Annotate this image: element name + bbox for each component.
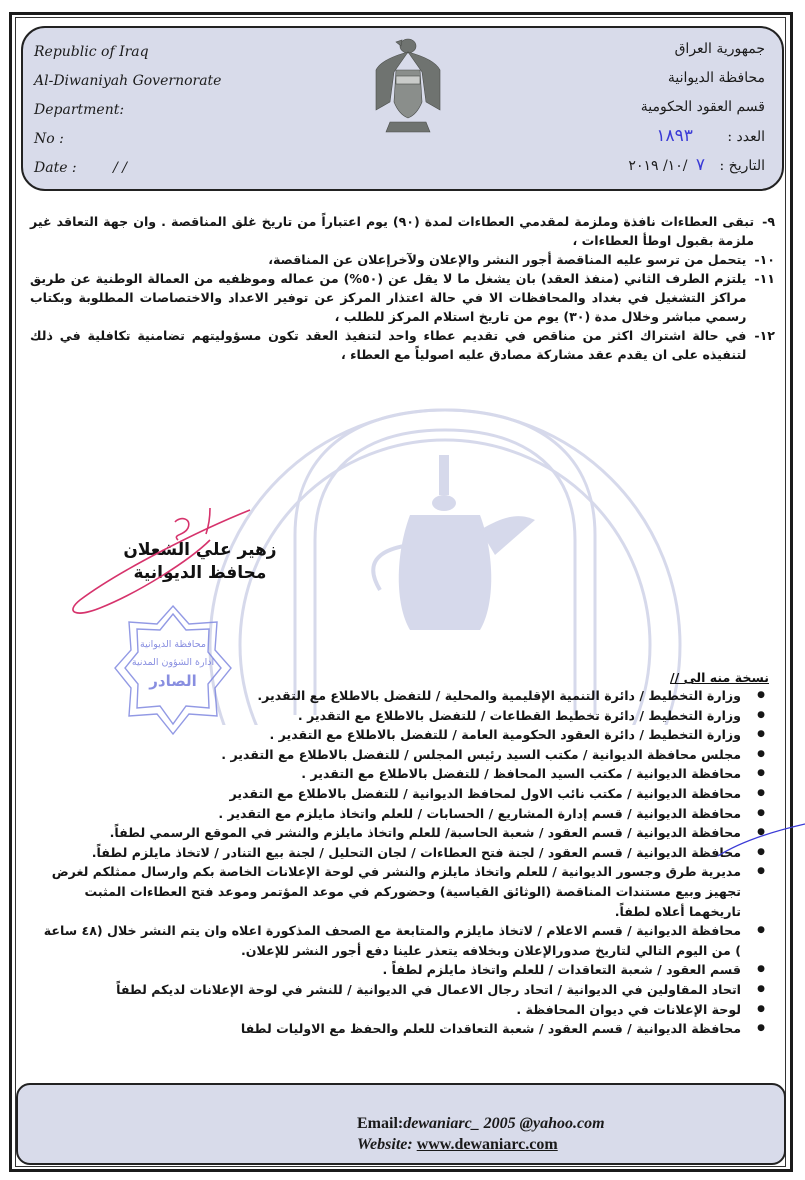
email-address[interactable]: dewaniarc_ 2005 @yahoo.com bbox=[403, 1115, 605, 1132]
cc-item: ● مديرية طرق وجسور الديوانية / للعلم واتخاذ مايلزم والنشر في لوحة الإعلانات الخاصة بكم وارسال ممثلكم لغرض تجهيز وبيع مستندات المناقصة (الوثائق القياسية) وحضوركم في موعد المؤتمر وموعد فتح العطاءات المثبت تاريخهما أعلاه لطفاً. bbox=[35, 862, 765, 921]
website-row bbox=[357, 1134, 605, 1155]
date-row-ar bbox=[505, 154, 765, 183]
footer-contact bbox=[357, 1113, 605, 1155]
cc-item: ● اتحاد المقاولين في الديوانية / اتحاد رجال الاعمال في الديوانية / للنشر في لوحة الإعلانات لديكم لطفاً bbox=[35, 980, 765, 1000]
cc-list bbox=[35, 686, 765, 1039]
clause bbox=[30, 212, 775, 250]
date-row-en bbox=[34, 158, 294, 187]
date-placeholder-en: / / bbox=[113, 160, 127, 176]
number-row-ar bbox=[505, 125, 765, 154]
clause-number: ١٢- bbox=[754, 328, 775, 343]
department-label-en: Department: bbox=[34, 102, 125, 118]
website-link[interactable]: www.dewaniarc.com bbox=[416, 1136, 558, 1153]
signatory-title: محافظ الديوانية bbox=[133, 563, 267, 583]
clause bbox=[30, 250, 775, 269]
date-month-year: /١٠/ ٢٠١٩ bbox=[628, 158, 688, 174]
cc-item: ● محافظة الديوانية / قسم إدارة المشاريع / الحسابات / للعلم واتخاذ مايلزم مع التقدير . bbox=[35, 804, 765, 824]
clause-text: في حالة اشتراك اكثر من مناقص في تقديم عطاء واحد لتنفيذ العقد تكون مسؤوليتهم تضامنية تكافلية في ذلك لتنفيذه على ان يقدم عقد مشاركة مصادق عليه اصولياً مع العطاء ، bbox=[30, 328, 747, 362]
cc-title: نسخة منه الى // bbox=[670, 670, 769, 685]
country-en: Republic of Iraq bbox=[34, 44, 149, 60]
website-label: Website: bbox=[357, 1136, 413, 1153]
iraq-eagle-emblem-icon bbox=[368, 32, 448, 142]
clause-text: يتحمل من ترسو عليه المناقصة أجور النشر والإعلان ولآخرإعلان عن المناقصة، bbox=[268, 252, 747, 267]
governorate-en: Al-Diwaniyah Governorate bbox=[34, 73, 222, 89]
clause-number: ١٠- bbox=[754, 252, 775, 267]
country-ar: جمهورية العراق bbox=[674, 41, 765, 57]
clause-text: تبقى العطاءات نافذة وملزمة لمقدمي العطاءات لمدة (٩٠) يوم اعتباراً من تاريخ غلق المناقصة . وان جهة التعاقد غير ملزمة بقبول اوطأ العطاءات ، bbox=[30, 214, 755, 248]
number-label-en: No : bbox=[34, 131, 64, 147]
email-label: Email: bbox=[357, 1115, 404, 1132]
clause bbox=[30, 326, 775, 364]
cc-item: ● لوحة الإعلانات في ديوان المحافظة . bbox=[35, 1000, 765, 1020]
cc-item: ● وزارة التخطيط / دائرة العقود الحكومية العامة / للتفضل بالاطلاع مع التقدير . bbox=[35, 725, 765, 745]
clause-number: ١١- bbox=[754, 271, 775, 286]
cc-item: ● محافظة الديوانية / قسم الاعلام / لاتخاذ مايلزم والمتابعة مع الصحف المذكورة اعلاه وان يتم النشر خلال (٤٨ ساعة ) من اليوم التالي لتاريخ صدورالإعلان وبخلافه يتعذر علينا دفع أجور النشر للإعلان. bbox=[35, 921, 765, 960]
letterhead-arabic bbox=[505, 38, 765, 183]
email-row bbox=[357, 1113, 605, 1134]
department-ar: قسم العقود الحكومية bbox=[640, 99, 765, 115]
cc-item: ● مجلس محافظة الديوانية / مكتب السيد رئيس المجلس / للتفضل بالاطلاع مع التقدير . bbox=[35, 745, 765, 765]
cc-item: ● محافظة الديوانية / قسم العقود / شعبة التعاقدات للعلم والحفظ مع الاوليات لطفا bbox=[35, 1019, 765, 1039]
stamp-text bbox=[128, 636, 218, 690]
cc-item: ● محافظة الديوانية / مكتب السيد المحافظ / للتفضل بالاطلاع مع التقدير . bbox=[35, 764, 765, 784]
signatory-name: زهير علي الشعلان bbox=[123, 540, 277, 560]
clause-number: ٩- bbox=[762, 214, 775, 229]
cc-item: ● وزارة التخطيط / دائرة التنمية الإقليمية والمحلية / للتفضل بالاطلاع مع التقدير. bbox=[35, 686, 765, 706]
stamp-line-1: محافظة الديوانية bbox=[140, 639, 206, 650]
cc-item: ● محافظة الديوانية / مكتب نائب الاول لمحافظ الديوانية / للتفضل بالاطلاع مع التقدير bbox=[35, 784, 765, 804]
pen-tick-mark-icon bbox=[710, 820, 805, 860]
tender-clauses bbox=[30, 212, 775, 364]
number-label-ar: العدد : bbox=[727, 129, 765, 145]
date-label-en: Date : bbox=[34, 160, 77, 176]
clause bbox=[30, 269, 775, 326]
cc-item: ● قسم العقود / شعبة التعاقدات / للعلم واتخاذ مايلزم لطفاً . bbox=[35, 960, 765, 980]
document-number: ١٨٩٣ bbox=[656, 126, 693, 146]
cc-item: ● محافظة الديوانية / قسم العقود / شعبة الحاسبة/ للعلم واتخاذ مايلزم والنشر في الموقع الرسمي لطفاً. bbox=[35, 823, 765, 843]
date-day: ٧ bbox=[695, 155, 706, 175]
letterhead-english bbox=[34, 42, 294, 187]
clause-text: يلتزم الطرف الثاني (منفذ العقد) بان يشغل ما لا يقل عن (٥٠%) من عماله وموظفيه من العمالة الوطنية عن طريق مراكز التشغيل في بغداد والمحافظات الا في حالة اعتذار المركز عن توفير الاعداد والاختصاصات المطلوبة وبكتاب رسمي مباشر وخلال مدة (٣٠) يوم من تاريخ استلام المركز للطلب ، bbox=[30, 271, 747, 324]
cc-item: ● محافظة الديوانية / قسم العقود / لجنة فتح العطاءات / لجان التحليل / لجنة بيع التنادر / لاتخاذ مايلزم لطفاً. bbox=[35, 843, 765, 863]
cc-item: ● وزارة التخطيط / دائرة تخطيط القطاعات / للتفضل بالاطلاع مع التقدير . bbox=[35, 706, 765, 726]
date-label-ar: التاريخ : bbox=[719, 158, 765, 174]
stamp-line-2: ادارة الشؤون المدنية bbox=[131, 657, 215, 668]
stamp-line-3: الصادر bbox=[149, 672, 197, 690]
governorate-ar: محافظة الديوانية bbox=[667, 70, 765, 86]
